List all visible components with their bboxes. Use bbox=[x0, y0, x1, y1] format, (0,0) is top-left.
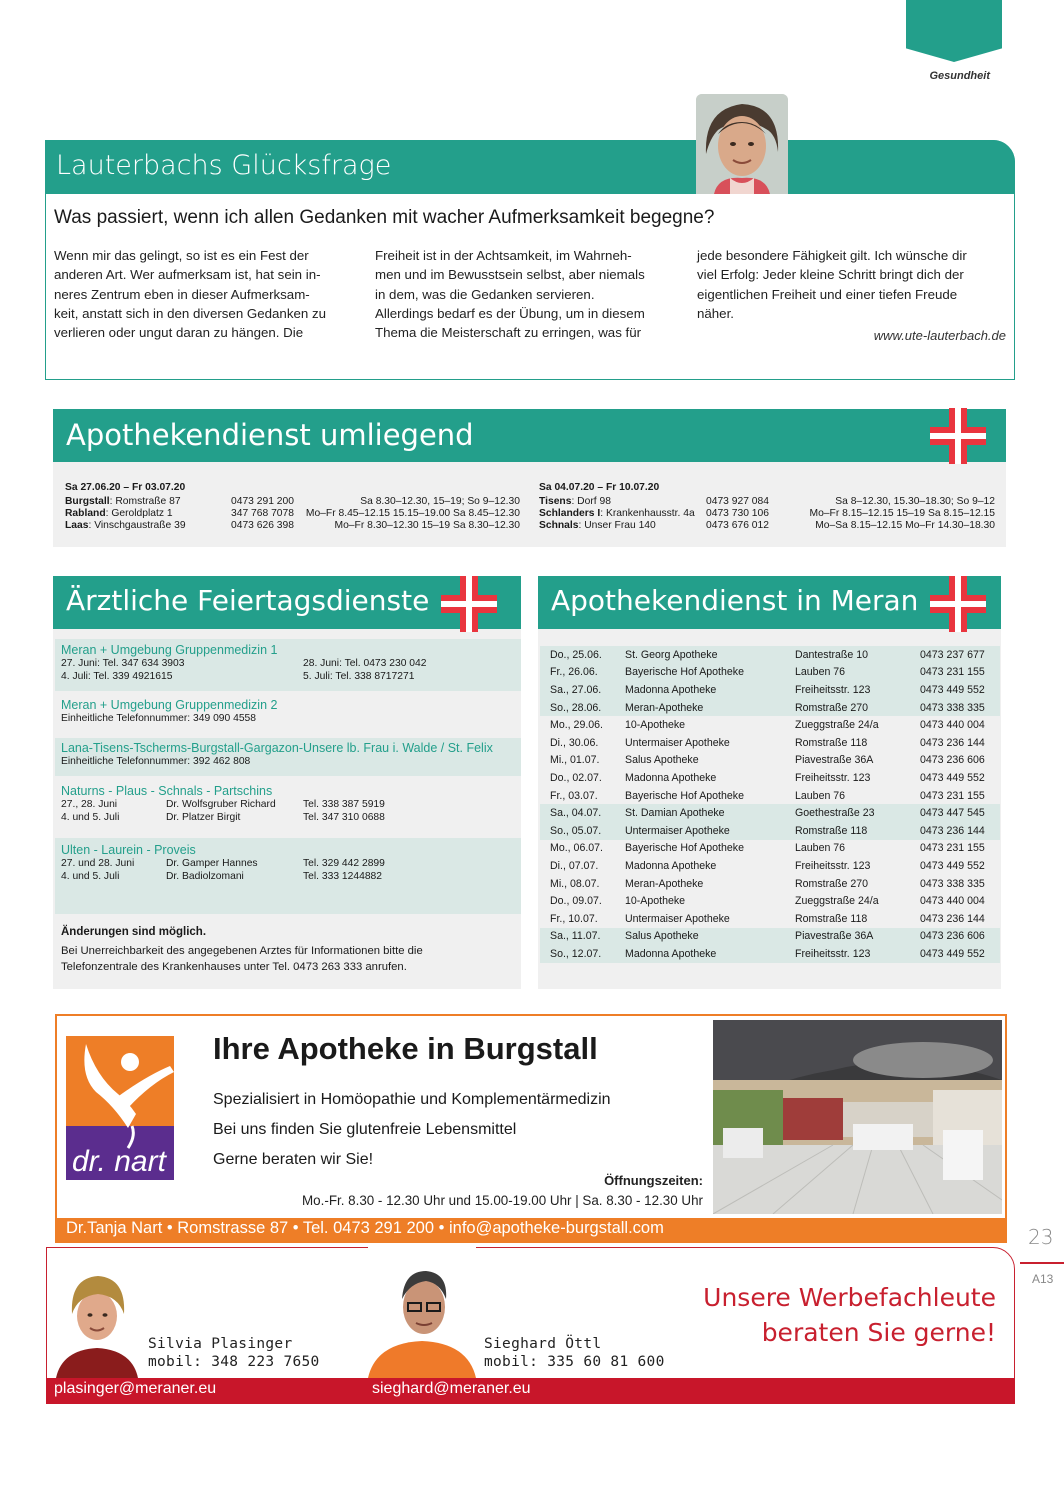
pharmacy-cell: St. Damian Apotheke bbox=[625, 804, 795, 822]
opening-hours: Mo.-Fr. 8.30 - 12.30 Uhr und 15.00-19.00 Uhr | Sa. 8.30 - 12.30 Uhr bbox=[302, 1193, 703, 1208]
phone-cell: 0473 440 004 bbox=[920, 719, 985, 732]
phone-cell: 0473 449 552 bbox=[920, 681, 1000, 699]
pharmacy-cross-icon bbox=[441, 576, 497, 632]
phone-cell: 0473 231 155 bbox=[920, 842, 985, 855]
phone-cell: 0473 440 004 bbox=[920, 895, 985, 908]
address-cell: Zueggstraße 24/a bbox=[795, 895, 879, 908]
address-cell: Freiheitsstr. 123 bbox=[795, 859, 871, 872]
pharmacy-cell: Meran-Apotheke bbox=[625, 877, 704, 890]
pharmacy-cell: Madonna Apotheke bbox=[625, 771, 717, 784]
date-cell: So., 28.06. bbox=[540, 699, 625, 717]
feiertag-group-2: Meran + Umgebung Gruppenmedizin 2 Einheitliche Telefonnummer: 349 090 4558 bbox=[61, 698, 278, 724]
pharmacy-cell: Madonna Apotheke bbox=[625, 681, 795, 699]
ad-line-3: Gerne beraten wir Sie! bbox=[213, 1151, 374, 1168]
table-row bbox=[540, 646, 1000, 664]
umliegend-left-list bbox=[65, 496, 525, 532]
phone-cell: 0473 236 606 bbox=[920, 754, 985, 767]
feiertag-group-1: Meran + Umgebung Gruppenmedizin 1 27. Juni: Tel. 347 634 3903 28. Juni: Tel. 0473 230 042 4. Juli: Tel. 339 4921615 5. Juli: Tel. 338 8717271 bbox=[55, 639, 521, 691]
phone-cell: 0473 338 335 bbox=[920, 877, 985, 890]
feiertag-note-title: Änderungen sind möglich. bbox=[61, 926, 207, 938]
pharmacy-cell: Meran-Apotheke bbox=[625, 699, 795, 717]
address-cell: Dantestraße 10 bbox=[795, 646, 920, 664]
address-cell: Piavestraße 36A bbox=[795, 754, 874, 767]
phone-cell: 0473 237 677 bbox=[920, 646, 1000, 664]
pharmacy-cell: Bayerische Hof Apotheke bbox=[625, 842, 744, 855]
date-cell: Do., 09.07. bbox=[550, 895, 602, 908]
section-tab bbox=[906, 0, 1002, 62]
pharmacy-cell: St. Georg Apotheke bbox=[625, 646, 795, 664]
feiertag-group-3: Lana-Tisens-Tscherms-Burgstall-Gargazon-Unsere lb. Frau i. Walde / St. Felix Einheitliche Telefonnummer: 392 462 808 bbox=[55, 738, 521, 776]
pharmacy-cell: Madonna Apotheke bbox=[625, 945, 795, 963]
pharmacy-cell: Untermaiser Apotheke bbox=[625, 912, 730, 925]
table-row bbox=[540, 910, 1000, 928]
pharmacy-interior-photo bbox=[713, 1020, 1002, 1214]
address-cell: Freiheitsstr. 123 bbox=[795, 771, 871, 784]
gluecksfrage-title: Lauterbachs Glücksfrage bbox=[56, 150, 392, 181]
contact-2-phone[interactable]: mobil: 335 60 81 600 bbox=[484, 1354, 665, 1370]
contact-2-name: Sieghard Öttl bbox=[484, 1336, 602, 1352]
phone-cell: 0473 236 606 bbox=[920, 928, 1000, 946]
pharmacy-cell: Salus Apotheke bbox=[625, 754, 699, 767]
ad-line-1: Spezialisiert in Homöopathie und Komplementärmedizin bbox=[213, 1091, 611, 1108]
opening-hours-title: Öffnungszeiten: bbox=[604, 1173, 703, 1188]
date-cell: Mi., 01.07. bbox=[550, 754, 600, 767]
meran-table bbox=[540, 646, 1000, 963]
contact-1-name: Silvia Plasinger bbox=[148, 1336, 293, 1352]
address-cell: Freiheitsstr. 123 bbox=[795, 681, 920, 699]
address-cell: Romstraße 270 bbox=[795, 699, 920, 717]
date-cell: Di., 07.07. bbox=[550, 859, 599, 872]
page-number: 23 bbox=[1028, 1225, 1054, 1249]
table-row bbox=[540, 752, 1000, 770]
date-cell: Sa., 27.06. bbox=[540, 681, 625, 699]
table-row bbox=[540, 681, 1000, 699]
date-cell: Sa., 11.07. bbox=[540, 928, 625, 946]
feiertag-note-text: Bei Unerreichbarkeit des angegebenen Arztes für Informationen bitte die Telefonzentrale des Krankenhauses unter Tel. 0473 263 333 anrufen. bbox=[61, 945, 423, 973]
address-cell: Piavestraße 36A bbox=[795, 928, 920, 946]
date-cell: Fr., 03.07. bbox=[550, 789, 598, 802]
table-row bbox=[540, 734, 1000, 752]
address-cell: Romstraße 270 bbox=[795, 877, 869, 890]
phone-cell: 0473 236 144 bbox=[920, 736, 985, 749]
list-item: Laas: Vinschgaustraße 39 0473 626 398 Mo–Fr 8.30–12.30 15–19 Sa 8.30–12.30 bbox=[65, 520, 520, 531]
address-cell: Lauben 76 bbox=[795, 789, 846, 802]
address-cell: Romstraße 118 bbox=[795, 736, 868, 749]
date-cell: Mo., 06.07. bbox=[550, 842, 603, 855]
umliegend-right-list bbox=[539, 496, 995, 532]
phone-cell: 0473 449 552 bbox=[920, 945, 1000, 963]
sieghard-oettl-photo bbox=[368, 1247, 476, 1378]
date-cell: Mo., 29.06. bbox=[550, 719, 603, 732]
website-link[interactable]: www.ute-lauterbach.de bbox=[873, 328, 1006, 343]
table-row bbox=[540, 822, 1000, 840]
date-cell: Sa., 04.07. bbox=[540, 804, 625, 822]
phone-cell: 0473 447 545 bbox=[920, 804, 1000, 822]
section-label: Gesundheit bbox=[929, 70, 990, 82]
ad-title: Ihre Apotheke in Burgstall bbox=[213, 1031, 598, 1066]
table-row bbox=[540, 928, 1000, 946]
table-row bbox=[540, 769, 1000, 787]
phone-cell: 0473 236 144 bbox=[920, 822, 1000, 840]
feiertag-group-5: Ulten - Laurein - Proveis 27. und 28. Juni Dr. Gamper Hannes Tel. 329 442 2899 4. und 5. Juli Dr. Badiolzomani Tel. 333 1244882 bbox=[55, 838, 521, 914]
dr-nart-logo bbox=[66, 1036, 174, 1180]
table-row bbox=[540, 716, 1000, 734]
list-item: Burgstall: Romstraße 87 0473 291 200 Sa 8.30–12.30, 15–19; So 9–12.30 bbox=[65, 496, 520, 507]
address-cell: Goethestraße 23 bbox=[795, 804, 920, 822]
gluecksfrage-column-2: Freiheit ist in der Achtsamkeit, im Wahrneh- men und im Bewusstsein selbst, aber niemals in dem, was die Gedanken servieren. Allerdings bedarf es der Übung, um in diesem Thema die Meisterschaft zu erringen, was für bbox=[375, 248, 645, 341]
logo-text: dr. nart bbox=[72, 1145, 166, 1178]
phone-cell: 0473 231 155 bbox=[920, 789, 985, 802]
date-cell: Fr., 26.06. bbox=[540, 664, 625, 682]
feiertag-title: Ärztliche Feiertagsdienste bbox=[66, 584, 430, 617]
table-row bbox=[540, 664, 1000, 682]
table-row bbox=[540, 699, 1000, 717]
pharmacy-cell: Untermaiser Apotheke bbox=[625, 822, 795, 840]
phone-cell: 0473 449 552 bbox=[920, 771, 985, 784]
list-item: Tisens: Dorf 98 0473 927 084 Sa 8–12.30, 15.30–18.30; So 9–12 bbox=[539, 496, 995, 507]
phone-cell: 0473 236 144 bbox=[920, 912, 985, 925]
gluecksfrage-column-1: Wenn mir das gelingt, so ist es ein Fest der anderen Art. Wer aufmerksam ist, hat sein in- neres Zentrum eben in dieser Aufmerksam- keit, anstatt sich in den diversen Gedanken zu verlieren oder ungut daran zu hängen. Die bbox=[54, 248, 327, 341]
date-cell: Di., 30.06. bbox=[550, 736, 599, 749]
table-row bbox=[540, 787, 1000, 805]
address-cell: Romstraße 118 bbox=[795, 912, 868, 925]
feiertag-group-4: Naturns - Plaus - Schnals - Partschins 27., 28. Juni Dr. Wolfsgruber Richard Tel. 338 387 5919 4. und 5. Juli Dr. Platzer Birgit Tel. 347 310 0688 bbox=[61, 784, 385, 823]
table-row bbox=[540, 945, 1000, 963]
address-cell: Freiheitsstr. 123 bbox=[795, 945, 920, 963]
contact-1-email[interactable]: plasinger@meraner.eu bbox=[54, 1380, 217, 1397]
page-code: A13 bbox=[1032, 1272, 1054, 1286]
date-cell: So., 12.07. bbox=[540, 945, 625, 963]
address-cell: Zueggstraße 24/a bbox=[795, 719, 879, 732]
address-cell: Lauben 76 bbox=[795, 842, 846, 855]
umliegend-title: Apothekendienst umliegend bbox=[66, 418, 474, 452]
pharmacy-cell: 10-Apotheke bbox=[625, 895, 686, 908]
ad-footer-contact[interactable]: Dr.Tanja Nart • Romstrasse 87 • Tel. 0473 291 200 • info@apotheke-burgstall.com bbox=[66, 1219, 664, 1237]
address-cell: Romstraße 118 bbox=[795, 822, 920, 840]
pharmacy-cell: Untermaiser Apotheke bbox=[625, 736, 730, 749]
contact-2-email[interactable]: sieghard@meraner.eu bbox=[372, 1380, 531, 1397]
meran-title: Apothekendienst in Meran bbox=[551, 584, 919, 617]
date-cell: Do., 25.06. bbox=[540, 646, 625, 664]
table-row bbox=[540, 892, 1000, 910]
pharmacy-cell: Bayerische Hof Apotheke bbox=[625, 664, 795, 682]
page-number-divider bbox=[1020, 1262, 1064, 1264]
umliegend-left-range: Sa 27.06.20 – Fr 03.07.20 bbox=[65, 482, 186, 493]
pharmacy-cell: 10-Apotheke bbox=[625, 719, 686, 732]
date-cell: Do., 02.07. bbox=[550, 771, 602, 784]
ad-line-2: Bei uns finden Sie glutenfreie Lebensmittel bbox=[213, 1121, 517, 1138]
contact-1-phone[interactable]: mobil: 348 223 7650 bbox=[148, 1354, 320, 1370]
phone-cell: 0473 449 552 bbox=[920, 859, 985, 872]
pharmacy-cell: Madonna Apotheke bbox=[625, 859, 717, 872]
phone-cell: 0473 231 155 bbox=[920, 664, 1000, 682]
pharmacy-cell: Bayerische Hof Apotheke bbox=[625, 789, 744, 802]
silvia-plasinger-photo bbox=[56, 1268, 138, 1378]
date-cell: Fr., 10.07. bbox=[550, 912, 598, 925]
gluecksfrage-column-3: jede besondere Fähigkeit gilt. Ich wünsche dir viel Erfolg: Jeder kleine Schritt bringt dich der eigentlichen Freiheit und einer tiefen Freude näher. bbox=[697, 248, 967, 321]
date-cell: So., 05.07. bbox=[540, 822, 625, 840]
address-cell: Lauben 76 bbox=[795, 664, 920, 682]
list-item: Schlanders I: Krankenhausstr. 4a 0473 730 106 Mo–Fr 8.15–12.15 15–19 Sa 8.15–12.15 bbox=[539, 508, 995, 519]
table-row bbox=[540, 804, 1000, 822]
list-item: Schnals: Unser Frau 140 0473 676 012 Mo–Sa 8.15–12.15 Mo–Fr 14.30–18.30 bbox=[539, 520, 995, 531]
list-item: Rabland: Geroldplatz 1 347 768 7078 Mo–Fr 8.45–12.15 15.15–19.00 Sa 8.45–12.30 bbox=[65, 508, 520, 519]
table-row bbox=[540, 840, 1000, 858]
pharmacy-cross-icon bbox=[930, 408, 986, 464]
pharmacy-cell: Salus Apotheke bbox=[625, 928, 795, 946]
table-row bbox=[540, 857, 1000, 875]
umliegend-right-range: Sa 04.07.20 – Fr 10.07.20 bbox=[539, 482, 660, 493]
date-cell: Mi., 08.07. bbox=[550, 877, 600, 890]
gluecksfrage-question: Was passiert, wenn ich allen Gedanken mit wacher Aufmerksamkeit begegne? bbox=[54, 207, 715, 228]
werbung-slogan-line-1: Unsere Werbefachleute bbox=[703, 1283, 996, 1312]
phone-cell: 0473 338 335 bbox=[920, 699, 1000, 717]
werbung-slogan-line-2: beraten Sie gerne! bbox=[761, 1318, 996, 1347]
pharmacy-cross-icon bbox=[930, 576, 986, 632]
author-portrait bbox=[696, 94, 788, 194]
table-row bbox=[540, 875, 1000, 893]
